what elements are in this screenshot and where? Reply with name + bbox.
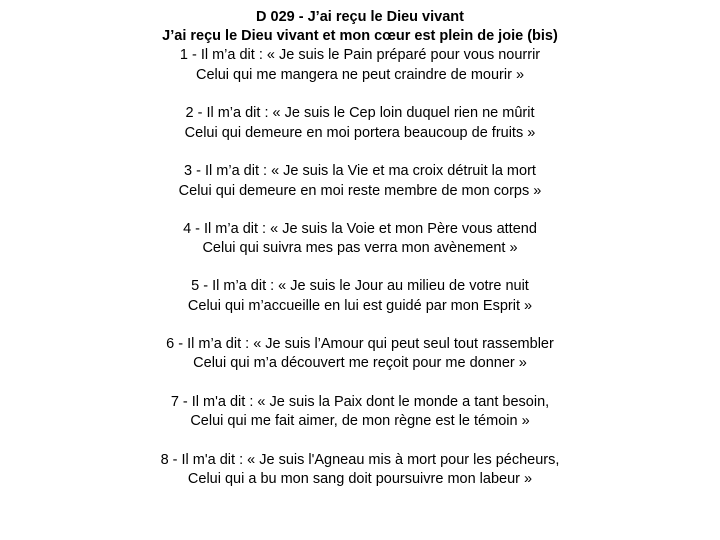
verse-1-line-1: 1 - Il m’a dit : « Je suis le Pain préparé pour vous nourrir: [179, 47, 541, 63]
verse-8-line-2: Celui qui a bu mon sang doit poursuivre mon labeur »: [187, 471, 533, 487]
verse-2-line-1: 2 - Il m’a dit : « Je suis le Cep loin duquel rien ne mûrit: [185, 105, 535, 121]
verse-4-line-2: Celui qui suivra mes pas verra mon avènement »: [202, 240, 518, 256]
song-title: D 029 - J’ai reçu le Dieu vivant: [256, 9, 464, 25]
verse-1-line-2: Celui qui me mangera ne peut craindre de mourir »: [195, 67, 525, 83]
verse-8-line-1: 8 - Il m'a dit : « Je suis l'Agneau mis à mort pour les pécheurs,: [160, 452, 560, 468]
verse-3-line-2: Celui qui demeure en moi reste membre de mon corps »: [178, 183, 542, 199]
verse-6-line-2: Celui qui m’a découvert me reçoit pour me donner »: [193, 355, 527, 371]
verse-5-line-1: 5 - Il m’a dit : « Je suis le Jour au milieu de votre nuit: [191, 278, 529, 294]
verse-5-line-2: Celui qui m’accueille en lui est guidé par mon Esprit »: [187, 298, 533, 314]
verse-7-line-2: Celui qui me fait aimer, de mon règne est le témoin »: [190, 413, 530, 429]
verse-7-line-1: 7 - Il m'a dit : « Je suis la Paix dont le monde a tant besoin,: [170, 394, 550, 410]
verse-2-line-2: Celui qui demeure en moi portera beaucoup de fruits »: [184, 125, 536, 141]
verse-4-line-1: 4 - Il m’a dit : « Je suis la Voie et mon Père vous attend: [183, 221, 537, 237]
song-refrain: J’ai reçu le Dieu vivant et mon cœur est plein de joie (bis): [162, 28, 558, 44]
verse-6-line-1: 6 - Il m’a dit : « Je suis l’Amour qui peut seul tout rassembler: [166, 336, 554, 352]
verse-3-line-1: 3 - Il m’a dit : « Je suis la Vie et ma croix détruit la mort: [184, 163, 536, 179]
